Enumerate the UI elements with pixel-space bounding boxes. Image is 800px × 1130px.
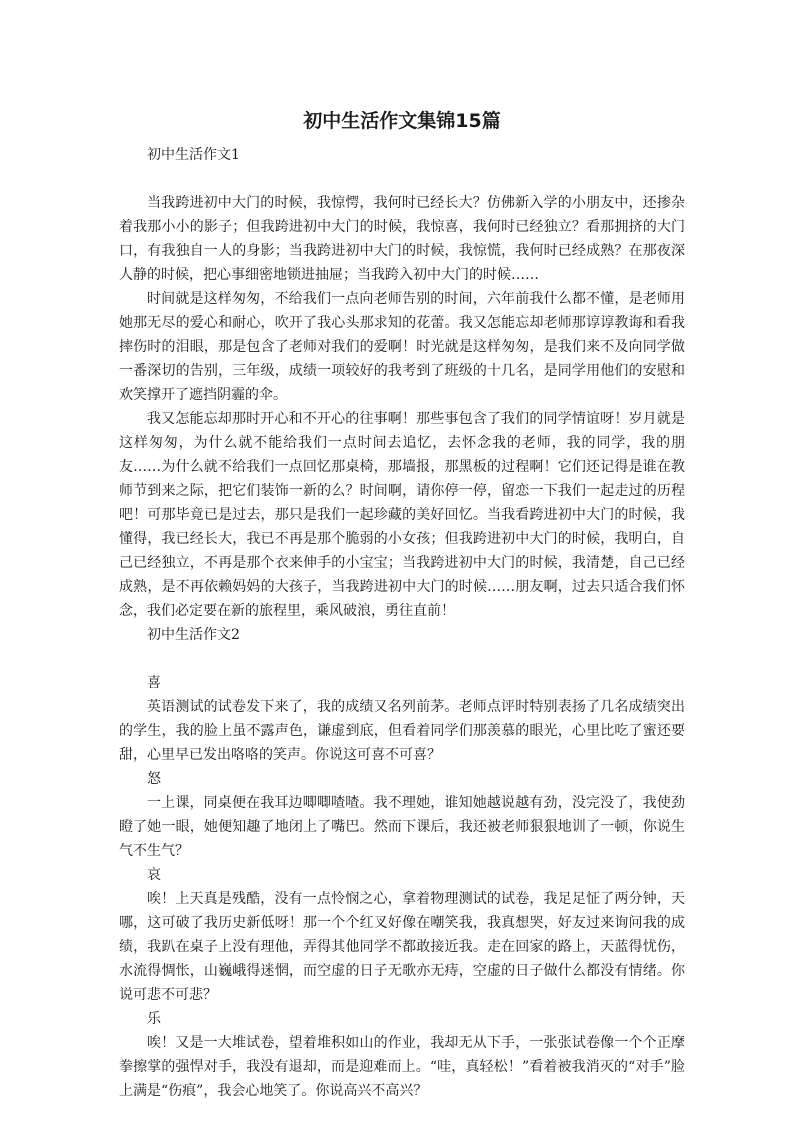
essay-1-paragraph: 我又怎能忘却那时开心和不开心的往事啊！那些事包含了我们的同学情谊呀！岁月就是这样匆匆，为什么就不能给我们一点时间去追忆，去怀念我的老师，我的同学，我的朋友……为什么就不给我们一点回忆那桌椅，那墙报，那黑板的过程啊！它们还记得是谁在教师节到来之际，把它们装饰一新的么？时间啊，请你停一停，留恋一下我们一起走过的历程吧！可那毕竟已是过去，那只是我们一起珍藏的美好回忆。当我看跨进初中大门的时候，我懂得，我已经长大，我已不再是那个脆弱的小女孩；但我跨进初中大门的时候，我明白，自己已经独立，不再是那个衣来伸手的小宝宝；当我跨进初中大门的时候，我清楚，自己已经成熟，是不再依赖妈妈的大孩子，当我跨进初中大门的时候……朋友啊，过去只适合我们怀念，我们必定要在新的旅程里，乘风破浪，勇往直前！ — [119, 411, 685, 619]
essay-1-paragraph: 当我跨进初中大门的时候，我惊愕，我何时已经长大？仿佛新入学的小朋友中，还掺杂着我那小小的影子；但我跨进初中大门的时候，我惊喜，我何时已经独立？看那拥挤的大门口，有我独自一人的身影；当我跨进初中大门的时候，我惊慌，我何时已经成熟？在那夜深人静的时候，把心事细密地锁进抽屉；当我跨入初中大门的时候…… — [119, 195, 685, 283]
section-paragraph: 唉！上天真是残酷，没有一点怜悯之心，拿着物理测试的试卷，我足足怔了两分钟，天哪，这可破了我历史新低呀！那一个个红叉好像在嘲笑我，我真想哭，好友过来询问我的成绩，我趴在桌子上没有理他，弄得其他同学不都敢接近我。走在回家的路上，天蓝得忧伤，水流得惆怅，山巍峨得迷惘，而空虚的日子无歌亦无痔，空虚的日子做什么都没有情绪。你说可悲不可悲？ — [119, 891, 685, 1003]
section-paragraph: 唉！又是一大堆试卷，望着堆积如山的作业，我却无从下手，一张张试卷像一个个正摩拳擦掌的强悍对手，我没有退却，而是迎难而上。“哇，真轻松！”看着被我消灭的“对手”脸上满是“伤痕”，我会心地笑了。你说高兴不高兴？ — [119, 1035, 685, 1099]
essay-1-heading: 初中生活作文1 — [147, 147, 240, 163]
essay-2-heading: 初中生活作文2 — [147, 627, 240, 643]
section-label: 乐 — [147, 1011, 161, 1027]
section-label: 怒 — [147, 771, 161, 787]
section-paragraph: 英语测试的试卷发下来了，我的成绩又名列前茅。老师点评时特别表扬了几名成绩突出的学生，我的脸上虽不露声色，谦虚到底，但看着同学们那羡慕的眼光，心里比吃了蜜还要甜，心里早已发出咯咯的笑声。你说这可喜不可喜？ — [119, 699, 685, 763]
spacer — [119, 167, 685, 191]
section-label: 喜 — [147, 675, 161, 691]
spacer — [119, 647, 685, 671]
document-title: 初中生活作文集锦15篇 — [303, 110, 501, 132]
document-page — [119, 106, 685, 1103]
section-paragraph: 一上课，同桌便在我耳边唧唧喳喳。我不理她，谁知她越说越有劲，没完没了，我使劲瞪了她一眼，她便知趣了地闭上了嘴巴。然而下课后，我还被老师狠狠地训了一顿，你说生气不生气？ — [119, 795, 685, 859]
section-label: 哀 — [147, 867, 161, 883]
essay-1-paragraph: 时间就是这样匆匆，不给我们一点向老师告别的时间，六年前我什么都不懂，是老师用她那无尽的爱心和耐心，吹开了我心头那求知的花蕾。我又怎能忘却老师那谆谆教诲和看我摔伤时的泪眼，那是包含了老师对我们的爱啊！时光就是这样匆匆，是我们来不及向同学做一番深切的告别，三年级，成绩一项较好的我考到了班级的十几名，是同学用他们的安慰和欢笑撑开了遮挡阴霾的伞。 — [119, 291, 685, 403]
